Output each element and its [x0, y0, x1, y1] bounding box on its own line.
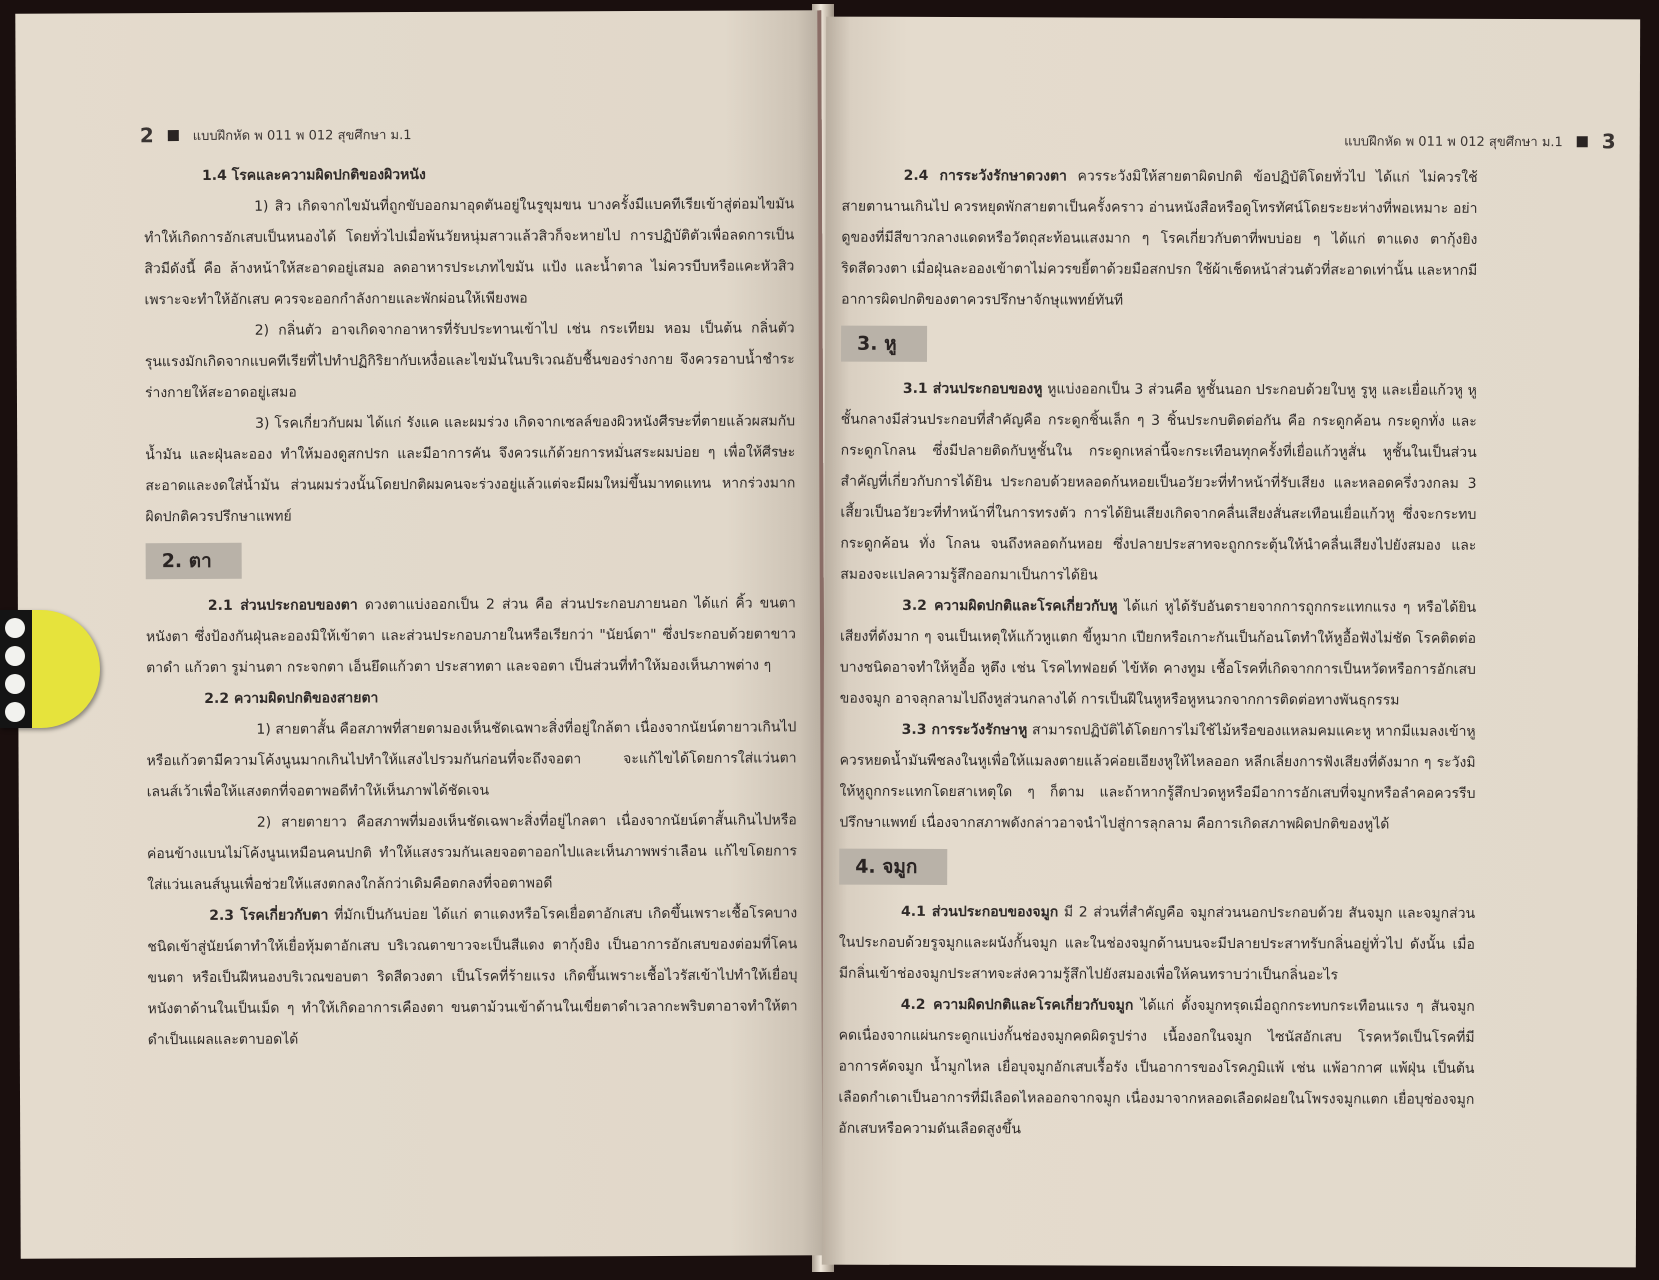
paragraph-text: 1.4 โรคและความผิดปกติของผิวหนัง: [201, 166, 426, 184]
paragraph-text: ที่มักเป็นกันบ่อย ได้แก่ ตาแดงหรือโรคเยื่อตาอักเสบ เกิดขึ้นเพราะเชื้อโรคบางชนิดเข้าสู่นัยน์ตาทำให้เยื่อหุ้มตาอักเสบ บริเวณตาขาวจะเป็นสีแดง ตากุ้งยิง เป็นอาการอักเสบของต่อมที่โคนขนตา หรือเป็นฝีหนองบริเวณขอบตา ริดสีดวงตา เป็นโรคที่ร้ายแรง เกิดขึ้นเพราะเชื้อไวรัสเข้าไปทำให้เยื่อบุหนังตาด้านในเป็นเม็ด ๆ ทำให้เกิดอาการเคืองตา ขนตาม้วนเข้าด้านในเขี่ยตาดำเวลากะพริบตาอาจทำให้ตาดำเป็นแผลและตาบอดได้: [147, 905, 798, 1049]
paragraph-text: ได้แก่ ดั้งจมูกทรุดเมื่อถูกกระทบกระเทือนแรง ๆ สันจมูกคดเนื่องจากแผ่นกระดูกแบ่งกั้นช่องจมูกคดผิดรูปร่าง เนื้องอกในจมูก ไซนัสอักเสบ โรคหวัดเป็นโรคที่มีอาการคัดจมูก น้ำมูกไหล เยื่อบุจมูกอักเสบเรื้อรัง เป็นอาการของโรคภูมิแพ้ เช่น แพ้อากาศ แพ้ฝุ่น เป็นต้น เลือดกำเดาเป็นอาการที่มีเลือดไหลออกจากจมูก เนื่องมาจากหลอดเลือดฝอยในโพรงจมูกแตก เยื่อบุช่องจมูกอักเสบหรือความดันเลือดสูงขึ้น: [838, 997, 1475, 1138]
paragraph-lead: 3.3 การระวังรักษาหู: [901, 721, 1028, 739]
paragraph: [147, 805, 797, 901]
clip-hole-icon: [5, 618, 25, 638]
paragraph-text: 2) สายตายาว คือสภาพที่มองเห็นชัดเฉพาะสิ่งที่อยู่ไกลตา เนื่องจากนัยน์ตาสั้นเกินไปหรือค่อนข้างแบนไม่โค้งนูนเหมือนคนปกติ ทำให้แสงรวมกันเลยจอตาออกไปและเห็นภาพพร่าเลือน แก้ไขโดยการใส่แว่นเลนส์นูนเพื่อช่วยให้แสงตกลงใกล้กว่าเดิมคือตกลงที่จอตาพอดี: [146, 812, 797, 894]
section-heading-wrap: [839, 839, 1475, 899]
right-body-text: [838, 161, 1477, 1147]
clip-bar: [0, 610, 32, 728]
section-heading-wrap: [146, 530, 796, 591]
paragraph-text: 3) โรคเกี่ยวกับผม ได้แก่ รังแค และผมร่วง เกิดจากเซลล์ของผิวหนังศีรษะที่ตายแล้วผสมกับน้ำมัน และฝุ่นละออง ทำให้มองดูสกปรก และมีอาการคัน จึงควรแก้ด้วยการหมั่นสระผมบ่อย ๆ เพื่อให้ศีรษะสะอาดและงดใส่น้ำมัน ส่วนผมร่วงนั้นโดยปกติผมคนจะร่วงอยู่แล้วแต่จะมีผมใหม่ขึ้นมาทดแทน หากร่วงมากผิดปกติควรปรึกษาแพทย์: [145, 413, 796, 526]
clip-hole-icon: [5, 702, 25, 722]
left-body-text: [144, 158, 798, 1056]
square-bullet-icon: [168, 130, 179, 141]
paragraph-text: 1) สิว เกิดจากไขมันที่ถูกขับออกมาอุดตันอยู่ในรูขุมขน บางครั้งมีแบคทีเรียเข้าสู่ต่อมไขมันทำให้เกิดการอักเสบเป็นหนองได้ โดยทั่วไปเมื่อพ้นวัยหนุ่มสาวแล้วสิวก็จะหายไป การปฏิบัติตัวเพื่อลดการเป็นสิวมีดังนี้ คือ ล้างหน้าให้สะอาดอยู่เสมอ ลดอาหารประเภทไขมัน แป้ง และน้ำตาล ไม่ควรบีบหรือแคะหัวสิวเพราะจะทำให้อักเสบ ควรจะออกกำลังกายและพักผ่อนให้เพียงพอ: [144, 196, 795, 309]
paragraph-text: หูแบ่งออกเป็น 3 ส่วนคือ หูชั้นนอก ประกอบด้วยใบหู รูหู และเยื่อแก้วหู หูชั้นกลางมีส่วนประกอบที่สำคัญคือ กระดูกชิ้นเล็ก ๆ 3 ชิ้นประกบติดต่อกัน คือ กระดูกค้อน กระดูกทั่ง และกระดูกโกลน ซึ่งมีปลายติดกับหูชั้นใน กระดูกเหล่านี้จะกระเทือนทุกครั้งที่เยื่อแก้วหูสั่น หูชั้นในเป็นส่วนสำคัญที่เกี่ยวกับการได้ยิน ประกอบด้วยหลอดก้นหอยเป็นอวัยวะที่ทำหน้าที่รับเสียง และหลอดครึ่งวงกลม 3 เสี้ยวเป็นอวัยวะที่ทำหน้าที่ในการทรงตัว การได้ยินเสียงเกิดจากคลื่นเสียงสั่นสะเทือนเยื่อแก้วหู ซึ่งจะกระทบกระดูกค้อน ทั่ง โกลน จนถึงหลอดก้นหอย ซึ่งปลายประสาทจะถูกกระตุ้นให้นำคลื่นเสียงไปยังสมอง และสมองจะแปลความรู้สึกออกมาเป็นการได้ยิน: [840, 381, 1477, 584]
paragraph-lead: 2.4 การระวังรักษาดวงตา: [903, 167, 1067, 185]
right-page-number: 3: [1601, 129, 1616, 154]
clip-hole-icon: [5, 646, 25, 666]
section-heading: 2. ตา: [146, 543, 242, 579]
paragraph-text: 1) สายตาสั้น คือสภาพที่สายตามองเห็นชัดเฉพาะสิ่งที่อยู่ใกล้ตา เนื่องจากนัยน์ตายาวเกินไปหรือแก้วตามีความโค้งนูนมากเกินไปทำให้แสงไปรวมกันก่อนที่จะถึงจอตา จะแก้ไขได้โดยการใส่แว่นตาเลนส์เว้าเพื่อให้แสงตกที่จอตาพอดีทำให้เห็นภาพได้ชัดเจน: [146, 719, 797, 801]
subheading: [144, 158, 794, 192]
left-page-number: 2: [139, 123, 154, 148]
paragraph: [147, 898, 798, 1056]
left-running-head: [140, 122, 412, 147]
paragraph: [839, 715, 1475, 841]
paragraph-text: ดวงตาแบ่งออกเป็น 2 ส่วน คือ ส่วนประกอบภายนอก ได้แก่ คิ้ว ขนตา หนังตา ซึ่งป้องกันฝุ่นละอองมิให้เข้าตา และส่วนประกอบภายในหรือเรียกว่า "นัยน์ตา" ซึ่งประกอบด้วยตาขาว ตาดำ แก้วตา รูม่านตา กระจกตา เอ็นยึดแก้วตา ประสาทตา และจอตา เป็นส่วนที่ทำให้มองเห็นภาพต่าง ๆ: [145, 595, 797, 677]
right-running-title: แบบฝึกหัด พ 011 พ 012 สุขศึกษา ม.1: [1344, 133, 1563, 150]
paragraph: [145, 406, 796, 533]
section-heading: 3. หู: [841, 326, 927, 362]
paragraph-lead: 2.1 ส่วนประกอบของตา: [207, 597, 358, 614]
paragraph-lead: 3.1 ส่วนประกอบของหู: [902, 380, 1043, 398]
paragraph: [841, 161, 1478, 318]
paragraph: [146, 588, 796, 684]
right-page: [822, 17, 1640, 1268]
square-bullet-icon: [1577, 136, 1588, 147]
paragraph-text: 2.2 ความผิดปกติของสายตา: [204, 690, 379, 707]
paragraph-lead: 3.2 ความผิดปกติและโรคเกี่ยวกับหู: [902, 597, 1118, 615]
paragraph: [838, 990, 1475, 1147]
paragraph: [839, 897, 1475, 992]
paragraph-text: ควรระวังมิให้สายตาผิดปกติ ข้อปฏิบัติโดยทั่วไป ได้แก่ ไม่ควรใช้สายตานานเกินไป ควรหยุดพักสายตาเป็นครั้งคราว อ่านหนังสือหรือดูโทรทัศน์โดยระยะห่างที่พอเหมาะ อย่าดูของที่มีสีขาวกลางแดดหรือวัตถุสะท้อนแสงมาก ๆ โรคเกี่ยวกับตาที่พบบ่อย ๆ ได้แก่ ตาแดง ตากุ้งยิง ริดสีดวงตา เมื่อฝุ่นละอองเข้าตาไม่ควรขยี้ตาด้วยมือสกปรก ใช้ผ้าเช็ดหน้าส่วนตัวที่สะอาดเท่านั้น และหากมีอาการผิดปกติของตาควรปรึกษาจักษุแพทย์ทันที: [841, 168, 1478, 309]
paragraph: [145, 313, 795, 409]
section-heading-wrap: [841, 316, 1477, 376]
paragraph-text: สามารถปฏิบัติได้โดยการไม่ใช้ไม้หรือของแหลมคมแคะหู หากมีแมลงเข้าหูควรหยดน้ำมันพืชลงในหูเพื่อให้แมลงตายแล้วค่อยเอียงหูให้ไหลออก หลีกเลี่ยงการฟังเสียงที่ดังมาก ๆ ระวังมิให้หูถูกกระแทกโดยสาเหตุใด ๆ ก็ตาม และถ้าหากรู้สึกปวดหูหรือมีอาการอักเสบที่จมูกหรือลำคอควรรีบปรึกษาแพทย์ เนื่องจากสภาพดังกล่าวอาจนำไปสู่การลุกลาม คือการเกิดสภาพผิดปกติของหูได้: [839, 722, 1476, 833]
paragraph-text: มี 2 ส่วนที่สำคัญคือ จมูกส่วนนอกประกอบด้วย สันจมูก และจมูกส่วนในประกอบด้วยรูจมูกและผนังกั้นจมูก และในช่องจมูกด้านบนจะมีปลายประสาทรับกลิ่นอยู่ทั่วไป ดังนั้น เมื่อมีกลิ่นเข้าช่องจมูกประสาทจะส่งความรู้สึกไปยังสมองเพื่อให้คนทราบว่าเป็นกลิ่นอะไร: [838, 904, 1476, 984]
clip-hole-icon: [5, 674, 25, 694]
paragraph-lead: 4.2 ความผิดปกติและโรคเกี่ยวกับจมูก: [900, 996, 1134, 1014]
left-page: [15, 10, 826, 1259]
left-running-title: แบบฝึกหัด พ 011 พ 012 สุขศึกษา ม.1: [192, 127, 412, 144]
paragraph: [144, 189, 795, 316]
paragraph-text: ได้แก่ หูได้รับอันตรายจากการถูกกระแทกแรง ๆ หรือได้ยินเสียงที่ดังมาก ๆ จนเป็นเหตุให้แก้วหูแตก ขี้หูมาก เปียกหรือเกาะกันเป็นก้อนโตทำให้หูอื้อฟังไม่ชัด โรคติดต่อบางชนิดอาจทำให้หูอื้อ หูตึง เช่น โรคไทฟอยด์ ไข้หัด คางทูม เชื้อโรคที่เกิดจากการเป็นหวัดหรือการอักเสบของจมูก อาจลุกลามไปถึงหูส่วนกลางได้ การเป็นฝีในหูหรือหูหนวกจากการติดต่อทางพันธุกรรม: [839, 598, 1477, 709]
paragraph-lead: 2.3 โรคเกี่ยวกับตา: [209, 907, 329, 924]
paragraph: [840, 591, 1476, 717]
subheading: [146, 681, 796, 715]
paragraph-lead: 4.1 ส่วนประกอบของจมูก: [901, 903, 1059, 921]
paragraph: [146, 712, 796, 808]
section-heading: 4. จมูก: [839, 849, 947, 885]
right-running-head: [1344, 128, 1616, 153]
paragraph: [840, 374, 1477, 593]
paragraph-text: 2) กลิ่นตัว อาจเกิดจากอาหารที่รับประทานเข้าไป เช่น กระเทียม หอม เป็นต้น กลิ่นตัวรุนแรงมักเกิดจากแบคทีเรียที่ไปทำปฏิกิริยากับเหงื่อและไขมันในบริเวณอับชื้นของร่างกาย จึงควรอาบน้ำชำระร่างกายให้สะอาดอยู่เสมอ: [144, 320, 795, 402]
